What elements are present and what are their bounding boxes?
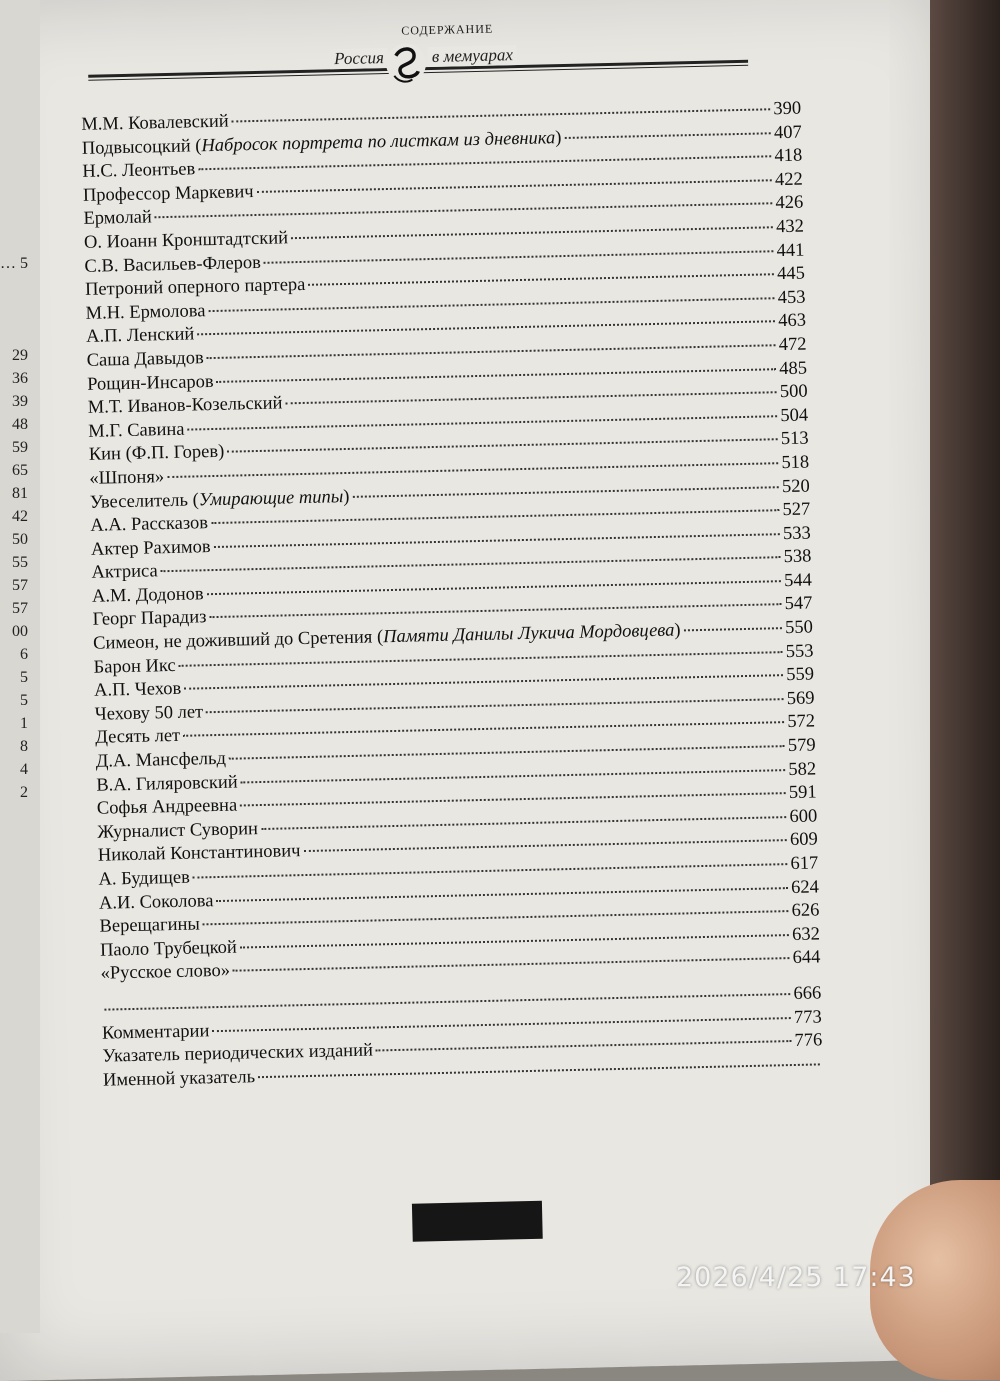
toc-entry-title: Десять лет <box>95 726 181 749</box>
facing-page-number: 50 <box>12 531 28 548</box>
dot-leader <box>258 1063 820 1078</box>
toc-entry-title: Ермолай <box>83 207 153 230</box>
toc-page-number: 550 <box>784 617 814 639</box>
toc-entry-title: М.М. Ковалевский <box>81 111 229 135</box>
toc-page-number: 569 <box>786 688 815 709</box>
dot-leader <box>285 391 776 404</box>
toc-entry-title: Георг Парадиз <box>92 607 207 631</box>
toc-page-number: 426 <box>775 192 804 214</box>
toc-entry-title: Профессор Маркевич <box>82 181 254 206</box>
toc-entry-title: Чехову 50 лет <box>94 702 204 725</box>
toc-page-number: 390 <box>773 98 802 120</box>
dot-leader <box>167 462 778 478</box>
dot-leader <box>308 273 774 286</box>
toc-entry-title: Указатель периодических изданий <box>102 1040 374 1067</box>
dot-leader <box>207 344 776 359</box>
dot-leader <box>229 745 785 760</box>
facing-page-number: 81 <box>12 485 28 502</box>
toc-entry-title: Кин (Ф.П. Горев) <box>88 442 225 466</box>
dot-leader <box>303 840 787 853</box>
facing-page-number: 2 <box>20 784 28 801</box>
dot-leader <box>214 533 781 548</box>
toc-page-number: 527 <box>782 499 811 521</box>
toc-entry-title: Увеселитель (Умирающие типы) <box>89 486 350 513</box>
facing-page-number: 29 <box>12 347 28 364</box>
toc-page-number: 579 <box>787 735 816 757</box>
dot-leader <box>207 580 782 595</box>
toc-entry-title: Актриса <box>91 561 158 584</box>
toc-entry-title: С.В. Васильев-Флеров <box>84 252 262 277</box>
toc-entry-title: Рощин-Инсаров <box>87 371 214 395</box>
facing-page-number: 5 <box>20 669 28 686</box>
running-head: СОДЕРЖАНИЕ <box>401 21 494 38</box>
toc-entry-title: М.Т. Иванов-Козельский <box>87 393 283 418</box>
facing-page-number: 57 <box>12 577 28 594</box>
dot-leader <box>291 226 773 239</box>
toc-page-number: 547 <box>784 593 813 615</box>
toc-entry-title: Симеон, не доживший до Сретения (Памяти Данилы Лукича Мордовцева) <box>92 620 681 654</box>
facing-page-number: 36 <box>12 370 28 387</box>
dot-leader <box>233 957 790 972</box>
toc-page-number: 463 <box>778 310 807 332</box>
toc-page-number: 644 <box>792 947 821 969</box>
toc-page-number: 572 <box>787 711 816 733</box>
toc-page-number: 591 <box>788 782 817 804</box>
toc-entry-title: Н.С. Леонтьев <box>82 159 196 183</box>
dot-leader <box>208 297 774 312</box>
dot-leader <box>232 108 771 122</box>
dot-leader <box>209 604 781 619</box>
facing-page-number: 00 <box>12 623 28 640</box>
toc-page-number: 544 <box>783 570 813 591</box>
dot-leader <box>187 415 777 430</box>
facing-page-number: 65 <box>12 462 28 479</box>
toc-page-number: 520 <box>781 475 810 497</box>
photo-timestamp: 2026/4/25 17:43 <box>676 1262 916 1293</box>
dot-leader <box>240 934 789 948</box>
toc-page-number: 626 <box>791 900 820 922</box>
facing-page-number: 1 <box>20 715 28 732</box>
dot-leader <box>183 722 784 738</box>
facing-page-number: 42 <box>12 508 28 525</box>
facing-page-number: 4 <box>20 761 28 778</box>
dot-leader <box>240 792 786 806</box>
toc-entry-title: Барон Икс <box>93 655 176 678</box>
dot-leader <box>217 368 777 383</box>
dot-leader <box>184 674 783 690</box>
dot-leader <box>261 816 787 830</box>
toc-entry-title: Именной указатель <box>102 1066 256 1091</box>
facing-page <box>0 0 40 1333</box>
toc-page-number: 432 <box>775 216 805 238</box>
series-banner <box>88 34 749 99</box>
toc-page-number: 513 <box>780 428 809 450</box>
facing-page-numbers <box>0 255 40 807</box>
toc-page-number: 776 <box>794 1030 823 1052</box>
dot-leader <box>212 1017 791 1032</box>
toc-page-number: 538 <box>783 546 812 568</box>
toc-entry-title: А.А. Рассказов <box>90 513 209 536</box>
dot-leader <box>257 179 773 193</box>
toc-entry-title: «Шпоня» <box>89 467 165 489</box>
book-cover-edge <box>930 0 1000 1333</box>
toc-page-number: 422 <box>774 169 803 190</box>
facing-page-number <box>0 324 40 347</box>
toc-entry-title: Подвысоцкий (Набросок портрета по листкам из дневника) <box>81 127 562 159</box>
toc-page-number: 407 <box>773 122 802 143</box>
footer-ornament-bar <box>412 1201 543 1242</box>
dot-leader <box>564 132 771 139</box>
facing-page-number: 8 <box>20 738 28 755</box>
facing-page-number: 6 <box>20 646 28 663</box>
dot-leader <box>179 651 783 667</box>
dot-leader <box>264 250 774 264</box>
facing-page-number <box>0 301 40 324</box>
facing-page-number: … 5 <box>0 255 28 272</box>
toc-entry-title: М.Г. Савина <box>88 419 185 442</box>
toc-entry-title: Паоло Трубецкой <box>99 937 238 961</box>
toc-entry-title: Д.А. Мансфельд <box>95 748 227 772</box>
dot-leader <box>211 509 780 524</box>
dot-leader <box>241 769 786 783</box>
toc-entry-title: Журналист Суворин <box>97 818 259 843</box>
facing-page-number: 5 <box>20 692 28 709</box>
toc-entry-title: В.А. Гиляровский <box>96 772 238 796</box>
toc-entry-title: О. Иоанн Кронштадтский <box>83 228 289 253</box>
toc-page-number: 418 <box>774 145 803 167</box>
toc-entry-title: А.П. Ленский <box>85 324 195 348</box>
toc-entry-title: А. Будищев <box>98 867 191 890</box>
toc-page-number: 453 <box>777 287 806 308</box>
dot-leader <box>161 556 781 572</box>
toc-entry-title: Софья Андреевна <box>96 795 238 819</box>
toc-page-number: 559 <box>786 664 815 686</box>
dot-leader <box>227 439 778 453</box>
toc-page-number: 500 <box>779 381 808 403</box>
toc-page-number: 624 <box>790 876 820 898</box>
toc-entry-title: Актер Рахимов <box>90 536 211 560</box>
toc-entry-title: Саша Давыдов <box>86 348 204 371</box>
toc-page-number: 666 <box>793 983 822 1004</box>
dot-leader <box>684 627 783 631</box>
facing-page-number: 57 <box>12 600 28 617</box>
ornament-logo-icon <box>384 41 429 86</box>
toc-entry-title: «Русское слово» <box>100 961 231 985</box>
toc-entry-title: Николай Константинович <box>97 841 301 867</box>
toc-page-number: 609 <box>789 829 818 851</box>
dot-leader <box>206 698 784 713</box>
toc-page-number: 553 <box>785 641 814 662</box>
facing-page-number: 59 <box>12 439 28 456</box>
toc-page-number: 518 <box>781 452 810 474</box>
series-title-right: в мемуарах <box>428 45 517 67</box>
toc-page-number: 441 <box>776 240 805 261</box>
dot-leader <box>197 321 775 336</box>
toc-page-number: 533 <box>782 523 812 544</box>
toc-entry-title: Верещагины <box>99 914 201 937</box>
toc-page-number: 472 <box>778 334 807 356</box>
facing-page-number: 55 <box>12 554 28 571</box>
table-of-contents <box>81 99 823 1094</box>
toc-page-number: 773 <box>793 1006 823 1028</box>
toc-page-number: 582 <box>788 759 817 780</box>
dot-leader <box>216 887 788 902</box>
toc-page-number: 600 <box>789 806 818 827</box>
toc-page-number: 617 <box>790 853 819 875</box>
toc-page-number: 504 <box>780 405 809 426</box>
facing-page-number <box>0 278 40 301</box>
series-title-left: Россия <box>330 48 388 69</box>
toc-page-number: 485 <box>779 358 808 379</box>
toc-page-number: 632 <box>791 924 821 945</box>
dot-leader <box>376 1040 792 1051</box>
dot-leader <box>203 910 789 925</box>
toc-entry-title: А.М. Додонов <box>91 584 204 607</box>
toc-entry-title: М.Н. Ермолова <box>85 300 206 324</box>
dot-leader <box>193 863 788 878</box>
dot-leader <box>198 155 771 170</box>
toc-entry-title: А.П. Чехов <box>93 679 182 702</box>
toc-entry-title: Петроний оперного партера <box>84 275 306 301</box>
dot-leader <box>352 486 779 498</box>
facing-page-number: 39 <box>12 393 28 410</box>
dot-leader <box>155 203 773 219</box>
toc-entry-title: А.И. Соколова <box>98 890 214 914</box>
toc-entry-title: Комментарии <box>101 1020 210 1044</box>
toc-page-number: 445 <box>776 263 806 285</box>
facing-page-number: 48 <box>12 416 28 433</box>
